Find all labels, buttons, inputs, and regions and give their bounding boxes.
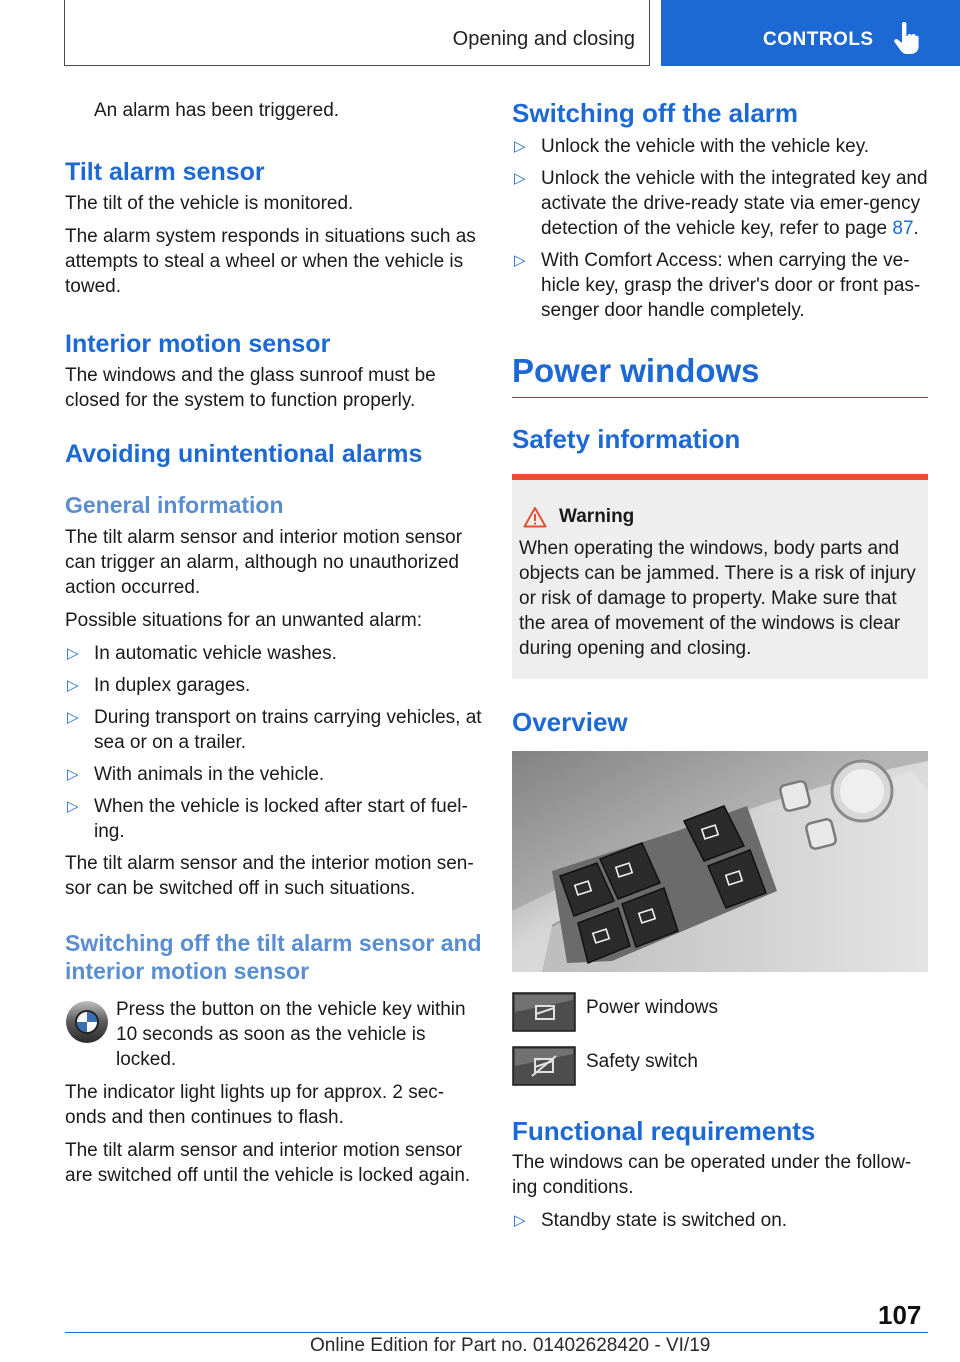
left-column [65, 98, 483, 1196]
overview-heading: Overview [512, 707, 628, 737]
right-column [512, 98, 928, 1240]
list-item: ▷ In duplex garages. [67, 675, 251, 696]
list-item: ▷ Unlock the vehicle with the integrated key and activate the drive-ready state via emer-gency detection of the vehicle key, refer to page 87. [514, 168, 928, 239]
list-item: ▷ With animals in the vehicle. [67, 764, 325, 785]
interior-sensor-heading: Interior motion sensor [65, 330, 331, 358]
warning-title: Warning [519, 504, 921, 530]
power-windows-label: Power windows [586, 997, 718, 1018]
tilt-sensor-heading: Tilt alarm sensor [65, 158, 265, 186]
page-reference-link[interactable]: 87 [892, 218, 914, 239]
pointing-hand-icon [893, 22, 919, 56]
safety-switch-icon [512, 1046, 576, 1086]
triangle-bullet-icon: ▷ [67, 709, 79, 726]
list-item: ▷ With Comfort Access: when carrying the ve-hicle key, grasp the driver's door or front pas-senger door handle completely. [514, 250, 921, 321]
tilt-sensor-text-2: The alarm system responds in situations such as attempts to steal a wheel or when the vehicle is towed. [65, 226, 476, 297]
triangle-bullet-icon: ▷ [67, 677, 79, 694]
warning-text: When operating the windows, body parts and objects can be jammed. There is a risk of injury or risk of damage to property. Make sure that the area of movement of the windows is clear during opening and closing. [519, 538, 916, 659]
page-number: 107 [878, 1300, 922, 1330]
tilt-sensor-text-1: The tilt of the vehicle is monitored. [65, 193, 354, 214]
header-section-title: Opening and closing [452, 28, 635, 50]
triangle-bullet-icon: ▷ [514, 170, 526, 187]
list-item: ▷ When the vehicle is locked after start of fuel-ing. [67, 796, 468, 842]
window-switch-panel-photo [512, 751, 928, 972]
power-windows-heading: Power windows [512, 352, 760, 389]
switch-off-text-2: The indicator light lights up for approx. 2 sec-onds and then continues to flash. [65, 1082, 445, 1128]
unwanted-alarm-list [65, 641, 483, 844]
triangle-bullet-icon: ▷ [514, 252, 526, 269]
general-info-text-1: The tilt alarm sensor and interior motion sensor can trigger an alarm, although no unauthorized action occurred. [65, 527, 463, 598]
header-section-box [64, 0, 650, 66]
warning-box [512, 474, 928, 679]
general-info-heading: General information [65, 492, 284, 518]
switch-off-text-3: The tilt alarm sensor and interior motion sensor are switched off until the vehicle is locked again. [65, 1140, 471, 1186]
functional-requirements-text: The windows can be operated under the follow-ing conditions. [512, 1152, 912, 1198]
page-header [0, 0, 960, 66]
footer-edition: Online Edition for Part no. 01402628420 - VI/19 [310, 1335, 711, 1356]
interior-sensor-text: The windows and the glass sunroof must be closed for the system to function properly. [65, 365, 436, 411]
header-chapter-tab[interactable] [661, 0, 960, 66]
intro-text: An alarm has been triggered. [94, 100, 340, 121]
triangle-bullet-icon: ▷ [514, 138, 526, 155]
list-item: ▷ Unlock the vehicle with the vehicle key. [514, 136, 870, 157]
safety-switch-label: Safety switch [586, 1051, 698, 1072]
triangle-bullet-icon: ▷ [514, 1212, 526, 1229]
switch-off-alarm-heading: Switching off the alarm [512, 98, 799, 128]
bmw-key-button-icon [65, 999, 109, 1045]
switch-off-alarm-list [512, 134, 928, 323]
avoid-alarms-heading: Avoiding unintentional alarms [65, 440, 423, 468]
list-item: ▷ In automatic vehicle washes. [67, 643, 337, 664]
key-instruction [65, 997, 483, 1072]
switch-off-text-1: Press the button on the vehicle key within 10 seconds as soon as the vehicle is locked. [116, 999, 466, 1070]
general-info-text-3: The tilt alarm sensor and the interior motion sen-sor can be switched off in such situations. [65, 853, 474, 899]
triangle-bullet-icon: ▷ [67, 645, 79, 662]
functional-requirements-heading: Functional requirements [512, 1116, 816, 1146]
icon-legend-power-windows [512, 992, 928, 1032]
list-item: ▷ Standby state is switched on. [514, 1210, 788, 1231]
safety-info-heading: Safety information [512, 424, 741, 454]
footer-rule [65, 1332, 928, 1333]
icon-legend-safety-switch [512, 1046, 928, 1086]
header-chapter-label: CONTROLS [763, 29, 874, 50]
switch-off-sensor-heading: Switching off the tilt alarm sensor and interior motion sensor [65, 930, 482, 984]
warning-triangle-icon [523, 506, 547, 528]
triangle-bullet-icon: ▷ [67, 766, 79, 783]
general-info-text-2: Possible situations for an unwanted alarm: [65, 610, 422, 631]
triangle-bullet-icon: ▷ [67, 798, 79, 815]
power-windows-heading-block [512, 351, 928, 398]
list-item: ▷ During transport on trains carrying vehicles, at sea or on a trailer. [67, 707, 482, 753]
power-window-switch-icon [512, 992, 576, 1032]
functional-requirements-list [512, 1208, 928, 1233]
